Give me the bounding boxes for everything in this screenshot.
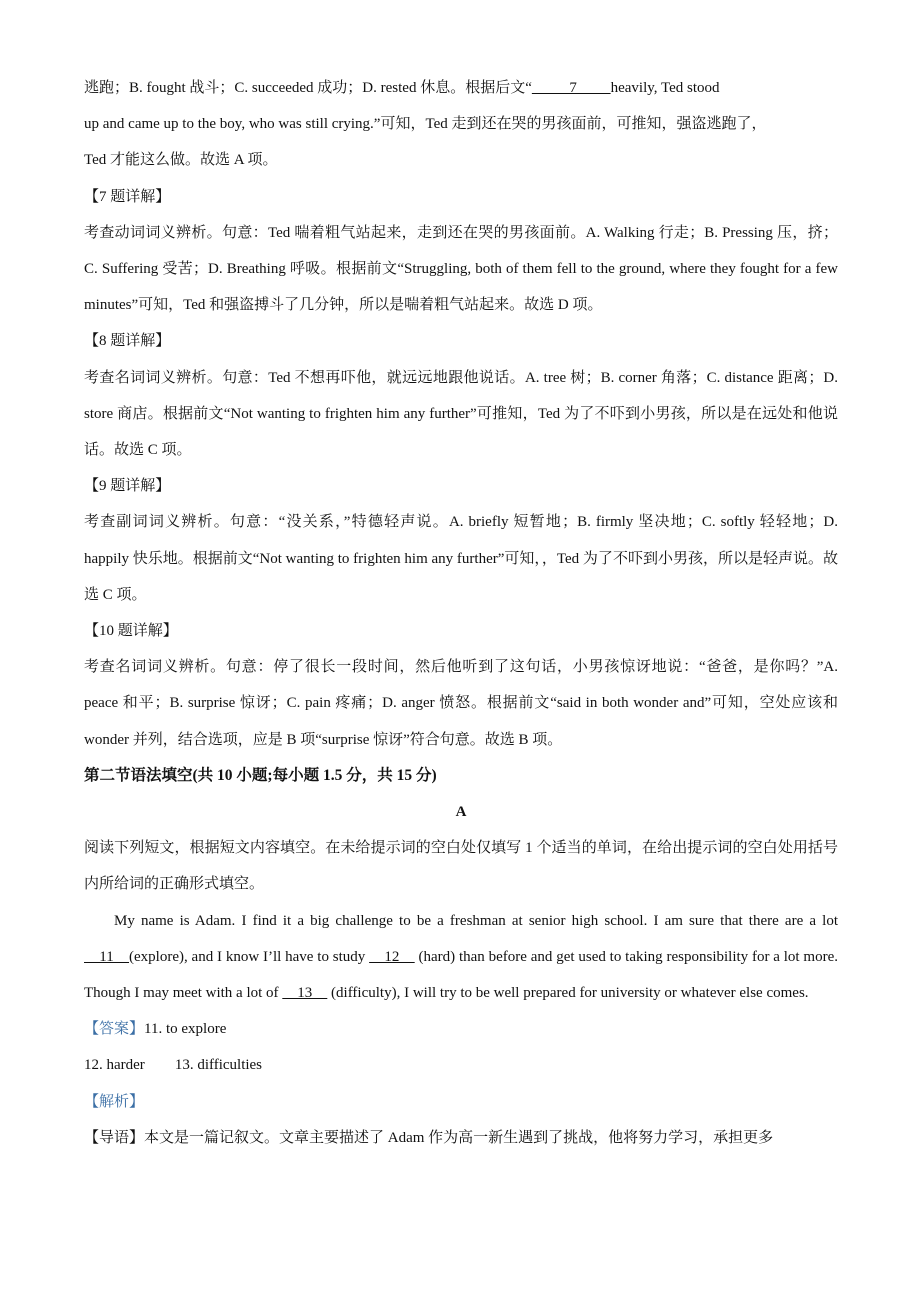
part-label: A [455,804,467,821]
q7-header: 【7 题详解】 [84,188,171,205]
text: 逃跑；B. fought 战斗；C. succeeded 成功；D. rested 休息。根据后文“ [84,80,532,96]
q8-body: 考查名词词义辨析。句意：Ted 不想再吓他，就远远地跟他说话。A. tree 树；B. corner 角落；C. distance 距离；D. store 商店。根据前文“Not wanting to frighten him any further”可推知，Ted 为了不吓到小男孩，所以是在远处和他说话。故选 C 项。 [84,369,838,459]
answer-13: 13. difficulties [174,1057,263,1074]
blank-11: 11 [84,948,130,965]
instructions: 阅读下列短文，根据短文内容填空。在未给提示词的空白处仅填写 1 个适当的单词，在给出提示词的空白处用括号内所给词的正确形式填空。 [84,840,838,893]
answer-label: 【答案】 [84,1021,145,1038]
guide-text: 本文是一篇记叙文。文章主要描述了 Adam 作为高一新生遇到了挑战，他将努力学习，承担更多 [144,1129,774,1146]
q8-header: 【8 题详解】 [84,333,171,350]
document-page [84,70,838,1156]
text: up and came up to the boy, who was still crying.”可知，Ted 走到还在哭的男孩面前，可推知，强盗逃跑了， [84,116,767,133]
q10-header: 【10 题详解】 [84,623,178,640]
q9-header: 【9 题详解】 [84,478,171,495]
passage [84,903,838,1012]
guide-line [84,1120,838,1156]
q9-body: 考查副词词义辨析。句意：“没关系，”特德轻声说。A. briefly 短暂地；B. firmly 坚决地；C. softly 轻轻地；D. happily 快乐地。根据前文“Not wanting to frighten him any further”可知，，Ted 为了不吓到小男孩，所以是轻声说。故选 C 项。 [84,514,838,603]
guide-label: 【导语】 [84,1129,145,1146]
q7-body: 考查动词词义辨析。句意：Ted 喘着粗气站起来，走到还在哭的男孩面前。A. Walking 行走；B. Pressing 压，挤；C. Suffering 受苦；D. Breathing 呼吸。根据前文“Struggling, both of them fell to the ground, where they fought for a few minutes”可知，Ted 和强盗搏斗了几分钟，所以是喘着粗气站起来。故选 D 项。 [84,224,838,314]
analysis-label: 【解析】 [84,1093,145,1110]
text: heavily, Ted stood [610,80,720,96]
paragraph-q6-explanation-end [84,70,838,179]
text: Ted 才能这么做。故选 A 项。 [84,152,278,169]
answer-11: 11. to explore [144,1021,227,1038]
q10-body: 考查名词词义辨析。句意：停了很长一段时间，然后他听到了这句话，小男孩惊讶地说：“爸爸，是你吗？”A. peace 和平；B. surprise 惊讶；C. pain 疼痛；D. anger 愤怒。根据前文“said in both wonder and”可知，空处应该和 wonder 并列，结合选项，应是 B 项“surprise 惊讶”符合句意。故选 B 项。 [84,659,838,748]
blank-13: 13 [282,985,328,1002]
blank-7: 7 [531,80,611,96]
text: (difficulty), I will try to be well prepared for university or whatever else comes. [327,985,809,1002]
answer-line-2 [84,1047,838,1083]
section-title: 第二节语法填空(共 10 小题;每小题 1.5 分，共 15 分) [84,766,437,784]
text: (hard) than before and get used to taking responsibility for a lot more. Though I may meet with a lot of [84,948,838,1002]
text: My name is Adam. I find it a big challenge to be a freshman at senior high school. I am sure that there are a lot [114,912,838,929]
blank-12: 12 [369,948,415,965]
answer-line [84,1011,838,1047]
text: (explore), and I know I’ll have to study [129,948,370,965]
answer-12: 12. harder [84,1057,145,1074]
